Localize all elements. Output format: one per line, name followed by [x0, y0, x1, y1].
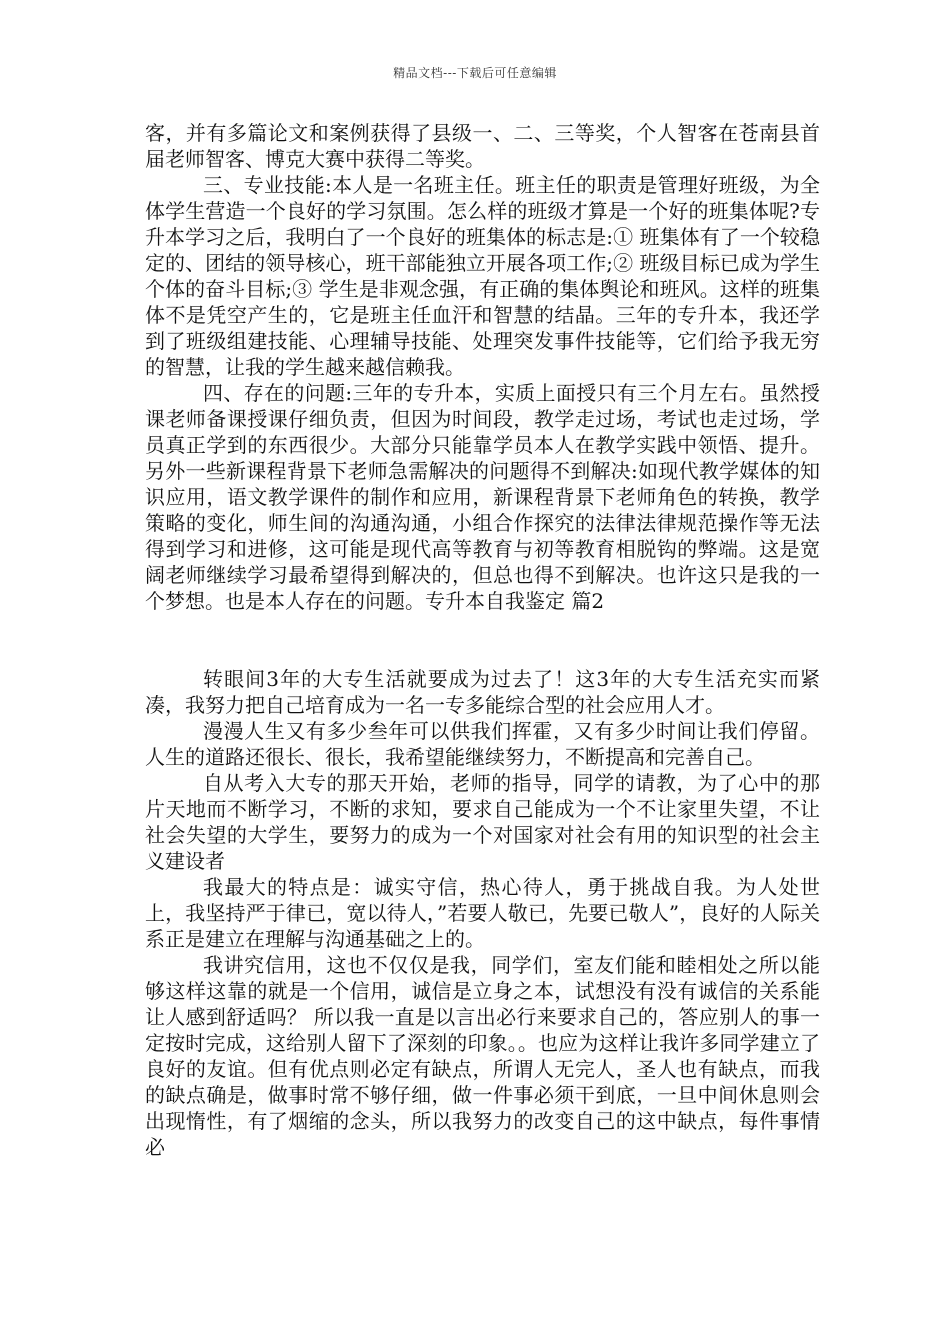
- paragraph-traits: 我最大的特点是：诚实守信，热心待人，勇于挑战自我。为人处世上，我坚持严于律已，宽以待人，”若要人敬已，先要已敬人”，良好的人际关系正是建立在理解与沟通基础之上的。: [145, 875, 820, 951]
- paragraph-life: 漫漫人生又有多少叁年可以供我们挥霍，又有多少时间让我们停留。人生的道路还很长、很长，我希望能继续努力，不断提高和完善自己。: [145, 719, 820, 769]
- paragraph-credit: 我讲究信用，这也不仅仅是我，同学们，室友们能和睦相处之所以能够这样这靠的就是一个信用，诚信是立身之本，试想没有没有诚信的关系能让人感到舒适吗？ 所以我一直是以言出必行来要求自己的，答应别人的事一定按时完成，这给别人留下了深刻的印象。。也应为这样让我许多同学建立了良好的友谊。但有优点则必定有缺点，所谓人无完人，圣人也有缺点，而我的缺点确是，做事时常不够仔细，做一件事必须干到底，一旦中间休息则会出现惰性，有了烟缩的念头，所以我努力的改变自己的这中缺点，每件事情必: [145, 953, 820, 1159]
- document-body: [145, 120, 820, 1160]
- paragraph-study: 自从考入大专的那天开始，老师的指导，同学的请教，为了心中的那片天地而不断学习，不断的求知，要求自己能成为一个不让家里失望，不让社会失望的大学生，要努力的成为一个对国家对社会有用的知识型的社会主义建设者: [145, 771, 820, 873]
- paragraph-professional-skills: 三、专业技能:本人是一名班主任。班主任的职责是管理好班级，为全体学生营造一个良好的学习氛围。怎么样的班级才算是一个好的班集体呢?专升本学习之后，我明白了一个良好的班集体的标志是:① 班集体有了一个较稳定的、团结的领导核心，班干部能独立开展各项工作;② 班级目标已成为学生个体的奋斗目标;③ 学生是非观念强，有正确的集体舆论和班风。这样的班集体不是凭空产生的，它是班主任血汗和智慧的结晶。三年的专升本，我还学到了班级组建技能、心理辅导技能、处理突发事件技能等，它们给予我无穷的智慧，让我的学生越来越信赖我。: [145, 173, 820, 379]
- paragraph-existing-problems: 四、存在的问题:三年的专升本，实质上面授只有三个月左右。虽然授课老师备课授课仔细负责，但因为时间段，教学走过场，考试也走过场，学员真正学到的东西很少。大部分只能靠学员本人在教学实践中领悟、提升。另外一些新课程背景下老师急需解决的问题得不到解决:如现代教学媒体的知识应用，语文教学课件的制作和应用，新课程背景下老师角色的转换，教学策略的变化，师生间的沟通沟通，小组合作探究的法律法律规范操作等无法得到学习和进修，这可能是现代高等教育与初等教育相脱钩的弊端。这是宽阔老师继续学习最希望得到解决的，但总也得不到解决。也许这只是我的一个梦想。也是本人存在的问题。专升本自我鉴定 篇2: [145, 381, 820, 613]
- section-gap: [145, 614, 820, 666]
- paragraph-continued: 客，并有多篇论文和案例获得了县级一、二、三等奖，个人智客在苍南县首届老师智客、博克大赛中获得二等奖。: [145, 121, 820, 171]
- page-header: 精品文档---下载后可任意编辑: [393, 66, 557, 80]
- paragraph-intro: 转眼间3年的大专生活就要成为过去了！这3年的大专生活充实而紧凑，我努力把自己培育成为一名一专多能综合型的社会应用人才。: [145, 667, 820, 717]
